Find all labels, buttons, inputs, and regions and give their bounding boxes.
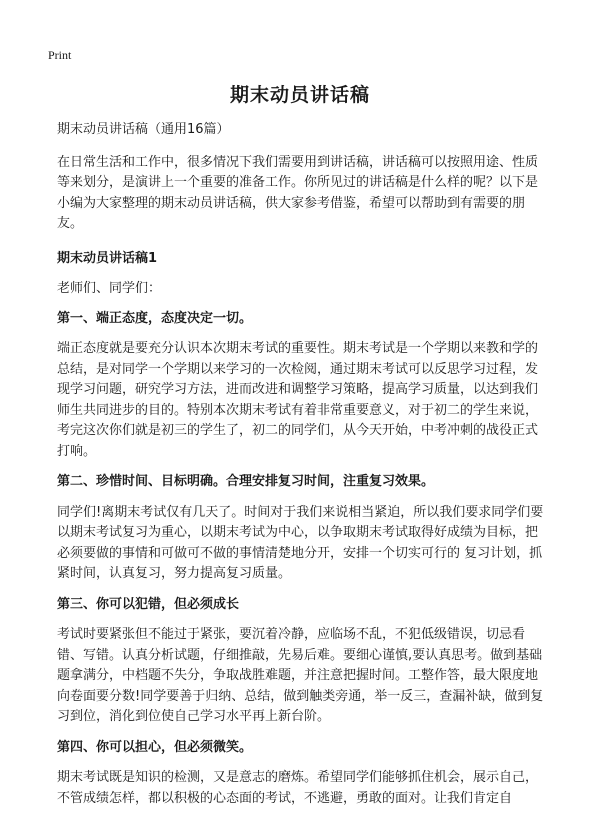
greeting: 老师们、同学们： (57, 281, 162, 296)
intro-paragraph: 在日常生活和工作中，很多情况下我们需要用到讲话稿，讲话稿可以按照用途、性质等来划分，是演讲上一个重要的准备工作。你所见过的讲话稿是什么样的呢？以下是小编为大家整理的期末动员讲话稿，供大家参考借鉴，希望可以帮助到有需要的朋友。 (57, 154, 539, 231)
section-heading-3: 第三、你可以犯错，但必须成长 (57, 596, 240, 612)
document-body (57, 120, 544, 819)
section-heading-1: 第一、端正态度，态度决定一切。 (57, 310, 253, 326)
section-body-4: 期末考试既是知识的检测，又是意志的磨炼。希望同学们能够抓住机会，展示自己，不管成绩怎样，都以积极的心态面的考试，不逃避，勇敢的面对。让我们肯定自 (57, 770, 539, 806)
section-body-3: 考试时要紧张但不能过于紧张，要沉着冷静，应临场不乱，不犯低级错误，切忌看错、写错。认真分析试题，仔细推敲，先易后难。要细心谨慎,要认真思考。做到基础题拿满分，中档题不失分，争取战胜难题，并注意把握时间。工整作答，最大限度地向卷面要分数!同学要善于归纳、总结，做到触类旁通，举一反三，查漏补缺，做到复习到位，消化到位使自己学习水平再上新台阶。 (57, 627, 544, 724)
section-body-2: 同学们!离期末考试仅有几天了。时间对于我们来说相当紧迫，所以我们要求同学们要以期末考试复习为重心，以期末考试为中心，以争取期末考试取得好成绩为目标，把必须要做的事情和可做可不做的事情清楚地分开，安排一个切实可行的 复习计划，抓紧时间，认真复习，努力提高复习质量。 (57, 504, 544, 581)
print-label: Print (48, 48, 72, 62)
section-heading-2: 第二、珍惜时间、目标明确。合理安排复习时间，注重复习效果。 (57, 474, 435, 489)
document-subtitle: 期末动员讲话稿（通用16篇） (57, 122, 230, 137)
article-heading: 期末动员讲话稿1 (57, 250, 158, 266)
section-heading-4: 第四、你可以担心，但必须微笑。 (57, 739, 253, 755)
section-body-1: 端正态度就是要充分认识本次期末考试的重要性。期末考试是一个学期以来教和学的总结，是对同学一个学期以来学习的一次检阅，通过期末考试可以反思学习过程，发现学习问题，研究学习方法，进而改进和调整学习策略，提高学习质量，以达到我们师生共同进步的目的。特别本次期末考试有着非常重要意义，对于初二的学生来说，考完这次你们就是初三的学生了，初二的同学们，从今天开始，中考冲刺的战役正式打响。 (57, 341, 539, 459)
page-title: 期末动员讲话稿 (229, 84, 370, 106)
